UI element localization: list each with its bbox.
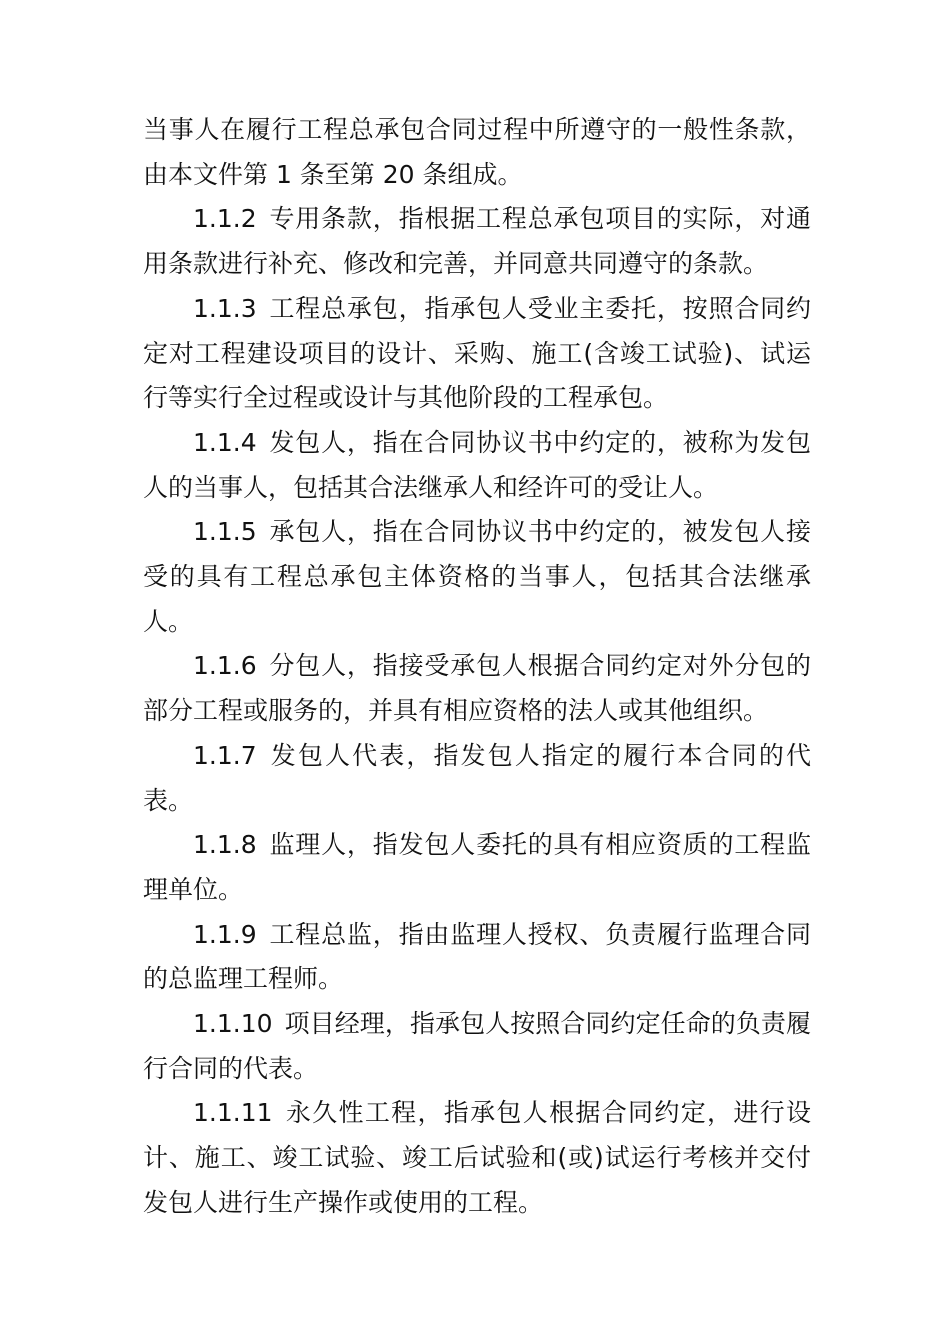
clause-number: 1.1.3 [193, 293, 257, 323]
clause-number: 1.1.10 [193, 1009, 273, 1039]
clause-number: 1.1.9 [193, 919, 257, 949]
clause-number: 1.1.8 [193, 830, 257, 860]
paragraph-1-1-9 [143, 913, 811, 1002]
paragraph-text: 项目经理，指承包人按照合同约定任命的负责履行合同的代表。 [143, 1009, 811, 1083]
paragraph-text: 永久性工程，指承包人根据合同约定，进行设计、施工、竣工试验、竣工后试验和(或)试运行考核并交付发包人进行生产操作或使用的工程。 [143, 1098, 811, 1217]
paragraph-1-1-3 [143, 287, 811, 421]
paragraph-1-1-6 [143, 644, 811, 733]
paragraph-1-1-4 [143, 421, 811, 510]
paragraph-text: 工程总监，指由监理人授权、负责履行监理合同的总监理工程师。 [143, 919, 811, 994]
paragraph-text: 发包人，指在合同协议书中约定的，被称为发包人的当事人，包括其合法继承人和经许可的受让人。 [143, 427, 811, 502]
clause-number: 1.1.11 [193, 1098, 273, 1128]
paragraph-1-1-2 [143, 197, 811, 286]
paragraph-text: 工程总承包，指承包人受业主委托，按照合同约定对工程建设项目的设计、采购、施工(含竣工试验)、试运行等实行全过程或设计与其他阶段的工程承包。 [143, 293, 811, 413]
paragraph-general-terms-continued [143, 108, 811, 197]
paragraph-1-1-5 [143, 510, 811, 644]
paragraph-1-1-11 [143, 1091, 811, 1225]
document-body [143, 108, 811, 1226]
clause-number: 1.1.5 [193, 517, 257, 547]
paragraph-text: 专用条款，指根据工程总承包项目的实际，对通用条款进行补充、修改和完善，并同意共同遵守的条款。 [143, 204, 811, 279]
paragraph-1-1-10 [143, 1002, 811, 1091]
clause-number: 1.1.6 [193, 651, 257, 681]
paragraph-1-1-8 [143, 823, 811, 912]
paragraph-text: 分包人，指接受承包人根据合同约定对外分包的部分工程或服务的，并具有相应资格的法人或其他组织。 [143, 651, 811, 726]
clause-number: 1.1.4 [193, 427, 257, 457]
paragraph-text: 当事人在履行工程总承包合同过程中所遵守的一般性条款，由本文件第 1 条至第 20 条组成。 [143, 115, 811, 189]
clause-number: 1.1.7 [193, 740, 257, 770]
paragraph-text: 监理人，指发包人委托的具有相应资质的工程监理单位。 [143, 830, 811, 904]
paragraph-text: 发包人代表，指发包人指定的履行本合同的代表。 [143, 740, 811, 815]
clause-number: 1.1.2 [193, 204, 257, 234]
paragraph-1-1-7 [143, 734, 811, 823]
paragraph-text: 承包人，指在合同协议书中约定的，被发包人接受的具有工程总承包主体资格的当事人，包括其合法继承人。 [143, 517, 811, 636]
